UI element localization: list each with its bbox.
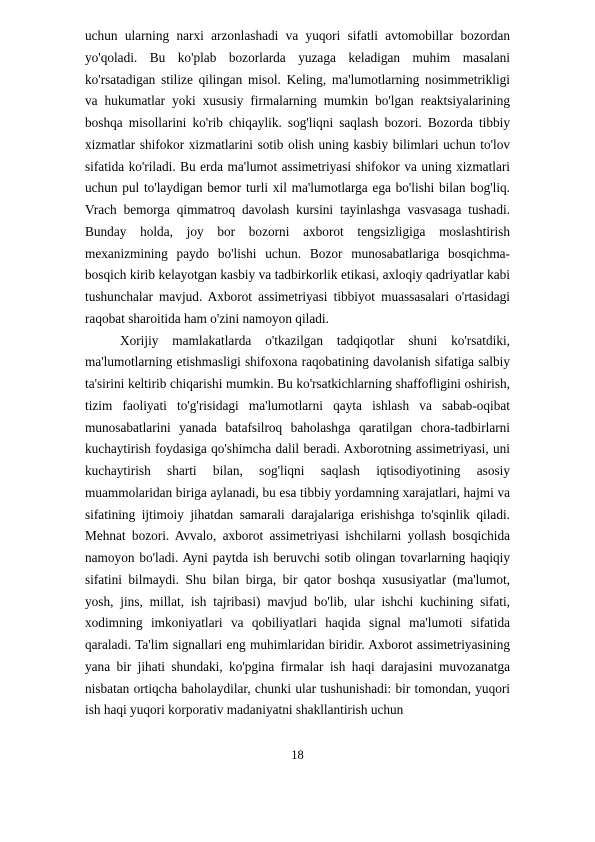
page-number: 18 bbox=[291, 748, 304, 762]
paragraph-continuation: uchun ularning narxi arzonlashadi va yuqori sifatli avtomobillar bozordan yo'qoladi. Bu ko'plab bozorlarda yuzaga keladigan muhim masalani ko'rsatadigan stilize qilingan misol. Keling, ma'lumotlarning nosimmetrikligi va hukumatlar yoki xususiy firmalarning mumkin bo'lgan reaktsiyalarining boshqa misollarini ko'rib chiqaylik. sog'liqni saqlash bozori. Bozorda tibbiy xizmatlar shifokor xizmatlarini sotib olish uning kasbiy bilimlari uchun to'lov sifatida ko'riladi. Bu erda ma'lumot assimetriyasi shifokor va uning xizmatlari uchun pul to'laydigan bemor turli xil ma'lumotlarga ega bo'lishi bilan bog'liq. Vrach bemorga qimmatroq davolash kursini tayinlashga vasvasaga tushadi. Bunday holda, joy bor bozorni axborot tengsizligiga moslashtirish mexanizmining paydo bo'lishi uchun. Bozor munosabatlariga bosqichma-bosqich kirib kelayotgan kasbiy va tadbirkorlik etikasi, axloqiy qadriyatlar kabi tushunchalar mavjud. Axborot assimetriyasi tibbiyot muassasalari o'rtasidagi raqobat sharoitida ham o'zini namoyon qiladi. bbox=[85, 28, 510, 326]
paragraph-foreign-research: Xorijiy mamlakatlarda o'tkazilgan tadqiqotlar shuni ko'rsatdiki, ma'lumotlarning etishmasligi shifoxona raqobatining davolanish sifatiga salbiy ta'sirini keltirib chiqarishi mumkin. Bu ko'rsatkichlarning shaffofligini oshirish, tizim faoliyati to'g'risidagi ma'lumotlarni qayta ishlash va sabab-oqibat munosabatlarini yanada batafsilroq baholashga qaratilgan chora-tadbirlarni kuchaytirish foydasiga qo'shimcha dalil beradi. Axborotning assimetriyasi, uni kuchaytirish sharti bilan, sog'liqni saqlash iqtisodiyotining asosiy muammolaridan biriga aylanadi, bu esa tibbiy yordamning xarajatlari, hajmi va sifatining ijtimoiy jihatdan samarali darajalariga erishishga to'sqinlik qiladi. Mehnat bozori. Avvalo, axborot assimetriyasi ishchilarni yollash bosqichida namoyon bo'ladi. Ayni paytda ish beruvchi sotib olingan tovarlarning haqiqiy sifatini bilmaydi. Shu bilan birga, bir qator boshqa xususiyatlar (ma'lumot, yosh, jins, millat, ish tajribasi) mavjud bo'lib, ular ishchi kuchining sifati, xodimning imkoniyatlari va qobiliyatlari haqida signal ma'lumoti sifatida qaraladi. Ta'lim signallari eng muhimlaridan biridir. Axborot assimetriyasining yana bir jihati shundaki, ko'pgina firmalar ish haqi darajasini muvozanatga nisbatan ortiqcha baholaydilar, chunki ular tushunishadi: bir tomondan, yuqori ish haqi yuqori korporativ madaniyatni shakllantirish uchun bbox=[85, 332, 510, 718]
body-text bbox=[85, 25, 510, 721]
